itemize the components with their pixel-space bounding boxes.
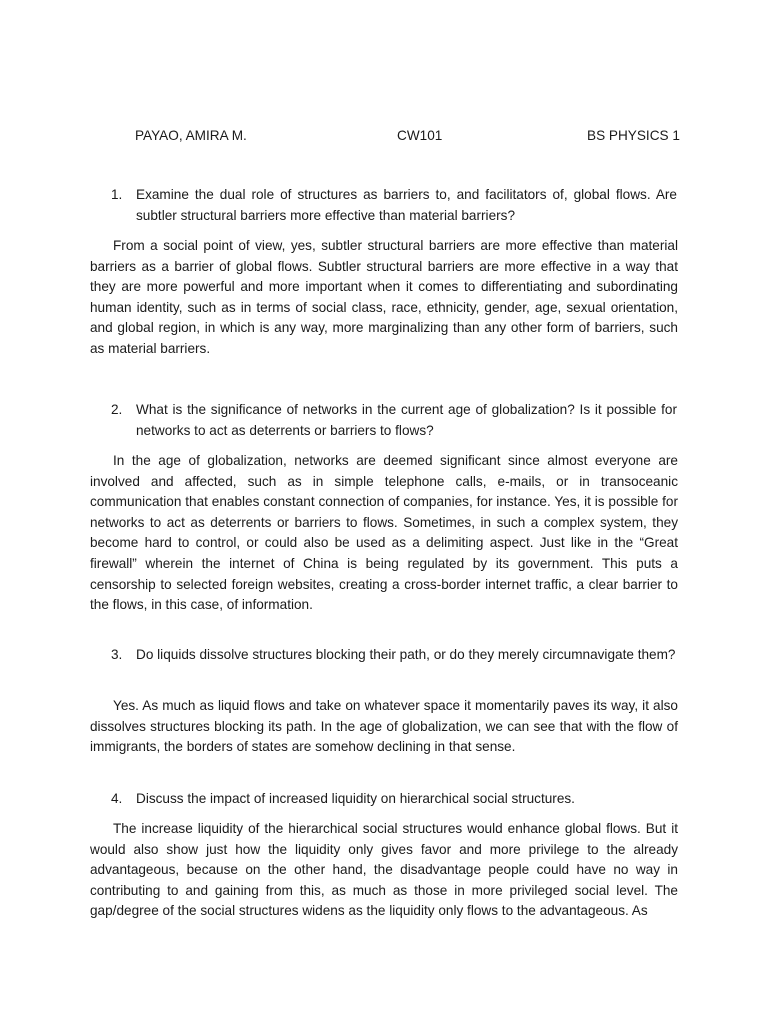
question-4 [111,789,677,810]
question-2 [111,400,677,441]
question-text: What is the significance of networks in the current age of globalization? Is it possible for networks to act as deterrents or barriers to flows? [136,402,677,438]
answer-1: From a social point of view, yes, subtler structural barriers are more effective than material barriers as a barrier of global flows. Subtler structural barriers are more effective in a way that they are more powerful and more important when it comes to differentiating and subordinating human identity, such as in terms of social class, race, ethnicity, gender, age, sexual orientation, and global region, in which is any way, more marginalizing than any other form of barriers, such as material barriers. [90,238,678,356]
answer-4: The increase liquidity of the hierarchical social structures would enhance global flows. But it would also show just how the liquidity only gives favor and more privilege to the already advantageous, because on the other hand, the disadvantage people could have no way in contributing to and gaining from this, as much as those in more privileged social level. The gap/degree of the social structures widens as the liquidity only flows to the advantageous. As [90,821,678,919]
question-number: 3. [111,647,123,662]
student-name: PAYAO, AMIRA M. [135,128,247,143]
question-text: Do liquids dissolve structures blocking their path, or do they merely circumnavigate them? [136,647,676,662]
document-header [135,126,680,146]
answer-3: Yes. As much as liquid flows and take on whatever space it momentarily paves its way, it also dissolves structures blocking its path. In the age of globalization, we can see that with the flow of immigrants, the borders of states are somehow declining in that sense. [90,698,678,755]
question-text: Discuss the impact of increased liquidity on hierarchical social structures. [136,791,575,806]
program-year: BS PHYSICS 1 [587,128,680,143]
question-3 [111,645,677,666]
question-number: 1. [111,187,123,202]
question-1 [111,185,677,226]
course-code: CW101 [397,128,443,143]
question-number: 2. [111,402,123,417]
question-text: Examine the dual role of structures as barriers to, and facilitators of, global flows. Are subtler structural barriers more effective than material barriers? [136,187,677,223]
answer-2: In the age of globalization, networks are deemed significant since almost everyone are involved and affected, such as in simple telephone calls, e-mails, or in transoceanic communication that enables constant connection of companies, for instance. Yes, it is possible for networks to act as deterrents or barriers to flows. Sometimes, in such a complex system, they become hard to control, or could also be used as a delimiting aspect. Just like in the “Great firewall” wherein the internet of China is being regulated by its government. This puts a censorship to selected foreign websites, creating a cross-border internet traffic, a clear barrier to the flows, in this case, of information. [90,453,678,613]
question-number: 4. [111,791,123,806]
